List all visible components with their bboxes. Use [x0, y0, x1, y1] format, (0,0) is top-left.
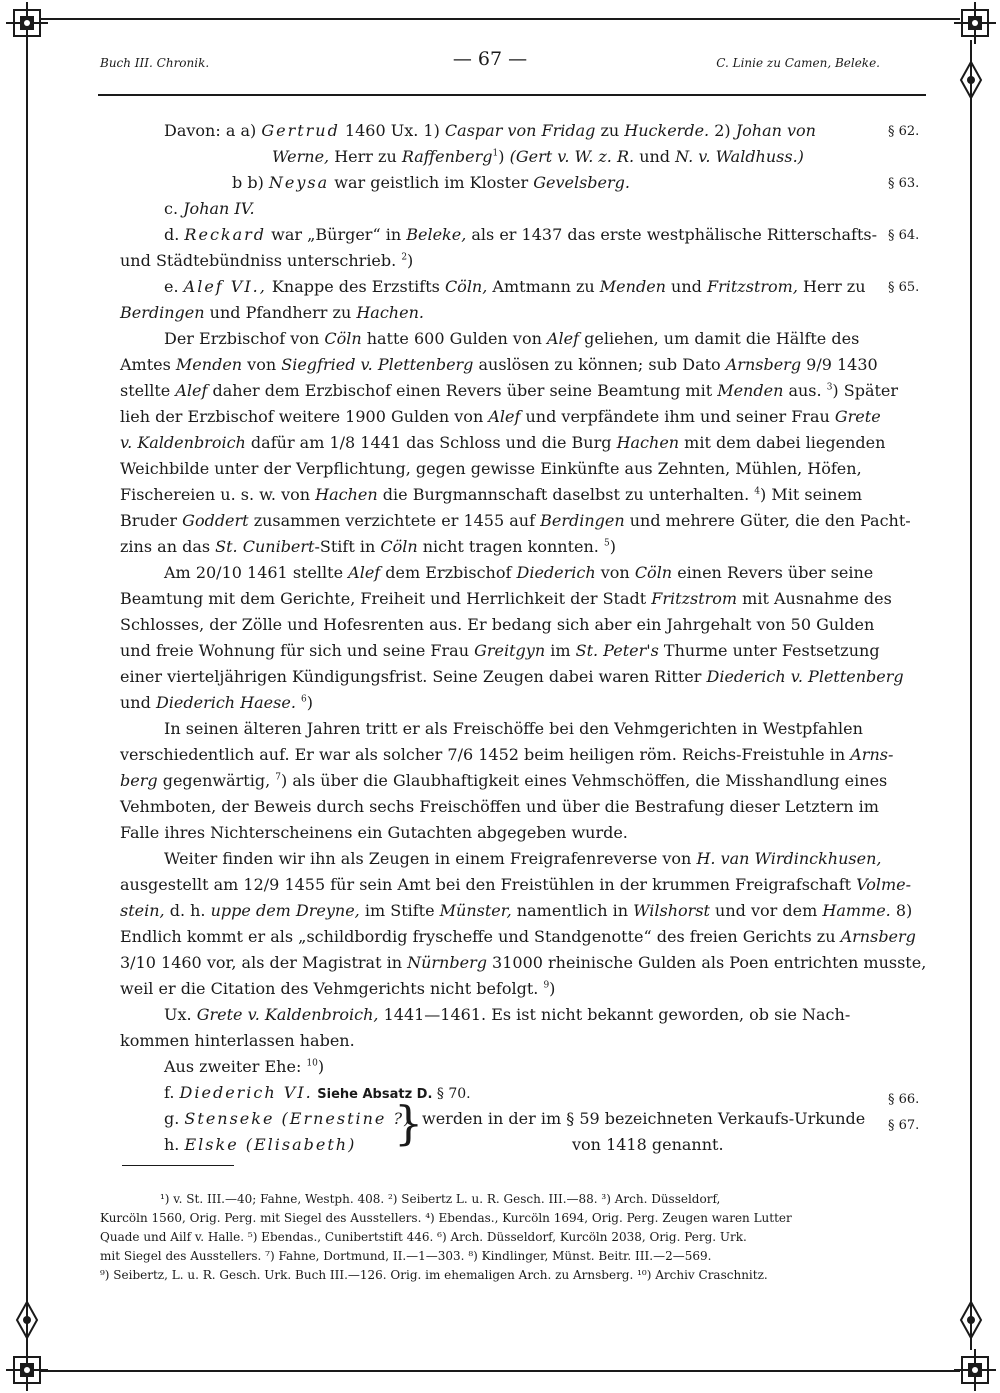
text-line: f. Diederich VI. Siehe Absatz D. § 70. [164, 1083, 471, 1102]
text-line: Davon: a a) Gertrud 1460 Ux. 1) Caspar von Fridag zu Huckerde. 2) Johan von [164, 121, 816, 140]
paragraph-mark: § 62. [888, 124, 920, 139]
text-line: Endlich kommt er als „schildbordig fryscheffe und Standgenotte“ des freien Gerichts zu Arnsberg [120, 927, 916, 946]
text-line: Der Erzbischof von Cöln hatte 600 Gulden von Alef geliehen, um damit die Hälfte des [164, 329, 860, 348]
page-header [100, 48, 880, 78]
text-line: v. Kaldenbroich dafür am 1/8 1441 das Schloss und die Burg Hachen mit dem dabei liegenden [120, 433, 886, 452]
side-ornament-left-lower [7, 1300, 47, 1340]
text-line: Ux. Grete v. Kaldenbroich, 1441—1461. Es ist nicht bekannt geworden, ob sie Nach- [164, 1005, 851, 1024]
text-line: Falle ihres Nichterscheinens ein Gutachten abgegeben wurde. [120, 823, 628, 842]
header-rule [98, 94, 926, 96]
text-line: und Diederich Haese. $^6$) [120, 693, 313, 712]
footnote-rule [122, 1165, 234, 1166]
text-line: berg gegenwärtig, $^7$) als über die Glaubhaftigkeit eines Vehmschöffen, die Misshandlung eines [120, 771, 888, 790]
paragraph-mark: § 63. [888, 176, 920, 191]
person-name: Alef VI., [183, 277, 267, 296]
footnote-line: Quade und Ailf v. Halle. ⁵) Ebendas., Cunibertstift 446. ⁶) Arch. Düsseldorf, Kurcöln 2038, Orig. Perg. Urk. [100, 1230, 747, 1244]
text-line: h. Elske (Elisabeth) [164, 1135, 357, 1154]
person-name: Elske (Elisabeth) [184, 1135, 357, 1154]
curly-brace: } [394, 1096, 424, 1150]
text-line: Amtes Menden von Siegfried v. Plettenberg auslösen zu können; sub Dato Arnsberg 9/9 1430 [120, 355, 878, 374]
footnote-line: Kurcöln 1560, Orig. Perg. mit Siegel des Ausstellers. ⁴) Ebendas., Kurcöln 1694, Orig. Perg. Zeugen waren Lutter [100, 1211, 792, 1225]
person-name: Diederich VI. [179, 1083, 313, 1102]
text-line: Werne, Herr zu Raffenberg$^1$) (Gert v. W. z. R. und N. v. Waldhuss.) [272, 147, 804, 166]
text-line: Weichbilde unter der Verpflichtung, gegen gewisse Einkünfte aus Zehnten, Mühlen, Höfen, [120, 459, 862, 478]
text-line: Fischereien u. s. w. von Hachen die Burgmannschaft daselbst zu unterhalten. $^4$) Mit seinem [120, 485, 863, 504]
text-line: verschiedentlich auf. Er war als solcher 7/6 1452 beim heiligen röm. Reichs-Freistuhle in Arns- [120, 745, 894, 764]
frame-right-line [970, 40, 972, 1350]
text-line: von 1418 genannt. [572, 1135, 724, 1154]
page-number: — 67 — [452, 48, 528, 70]
text-line: c. Johan IV. [164, 199, 255, 218]
text-line: e. Alef VI., Knappe des Erzstifts Cöln, Amtmann zu Menden und Fritzstrom, Herr zu [164, 277, 866, 296]
text-line: werden in der im § 59 bezeichneten Verkaufs-Urkunde [422, 1109, 866, 1128]
text-line: Berdingen und Pfandherr zu Hachen. [120, 303, 424, 322]
text-line: zins an das St. Cunibert-Stift in Cöln nicht tragen konnten. $^5$) [120, 537, 616, 556]
person-name: Neysa [268, 173, 330, 192]
text-line: 3/10 1460 vor, als der Magistrat in Nürnberg 31000 rheinische Gulden als Poen entrichten musste, [120, 953, 927, 972]
text-line: d. Reckard war „Bürger“ in Beleke, als er 1437 das erste westphälische Ritterschafts- [164, 225, 877, 244]
corner-ornament-bottom-left [2, 1333, 62, 1393]
text-line: stellte Alef daher dem Erzbischof einen Revers über seine Beamtung mit Menden aus. $^3$) Später [120, 381, 899, 400]
footnote-line: ⁹) Seibertz, L. u. R. Gesch. Urk. Buch III.—126. Orig. im ehemaligen Arch. zu Arnsberg. ¹⁰) Archiv Craschnitz. [100, 1268, 768, 1282]
text-line: b b) Neysa war geistlich im Kloster Gevelsberg. [232, 173, 630, 192]
footnote-line: ¹) v. St. III.—40; Fahne, Westph. 408. ²) Seibertz L. u. R. Gesch. III.—88. ³) Arch. Düsseldorf, [160, 1192, 721, 1206]
text-line: Vehmboten, der Beweis durch sechs Freischöffen und über die Bestrafung dieser Letztern im [120, 797, 879, 816]
text-line: kommen hinterlassen haben. [120, 1031, 355, 1050]
text-line: einer vierteljährigen Kündigungsfrist. Seine Zeugen dabei waren Ritter Diederich v. Plettenberg [120, 667, 904, 686]
text-line: Bruder Goddert zusammen verzichtete er 1455 auf Berdingen und mehrere Güter, die den Pacht- [120, 511, 911, 530]
text-line: Beamtung mit dem Gerichte, Freiheit und Herrlichkeit der Stadt Fritzstrom mit Ausnahme des [120, 589, 892, 608]
header-book-title: Buch III. Chronik. [100, 56, 210, 70]
side-ornament-right-lower [951, 1300, 991, 1340]
text-line: stein, d. h. uppe dem Dreyne, im Stifte Münster, namentlich in Wilshorst und vor dem Hamme. 8) [120, 901, 913, 920]
corner-ornament-bottom-right [940, 1333, 1000, 1393]
paragraph-mark: § 67. [888, 1118, 920, 1133]
person-name: Stenseke (Ernestine ?) [184, 1109, 413, 1128]
corner-ornament-top-left [2, 0, 62, 60]
frame-left-line [26, 40, 28, 1350]
person-name: Reckard [184, 225, 267, 244]
text-line: g. Stenseke (Ernestine ?) [164, 1109, 413, 1128]
text-line: und freie Wohnung für sich und seine Frau Greitgyn im St. Peter's Thurme unter Festsetzung [120, 641, 880, 660]
header-lineage-title: C. Linie zu Camen, Beleke. [716, 56, 880, 70]
frame-bottom-line [40, 1370, 960, 1372]
text-line: Weiter finden wir ihn als Zeugen in einem Freigrafenreverse von H. van Wirdinckhusen, [164, 849, 882, 868]
corner-ornament-top-right [940, 0, 1000, 60]
text-line: weil er die Citation des Vehmgerichts nicht befolgt. $^9$) [120, 979, 556, 998]
frame-top-line [40, 18, 960, 20]
text-line: Schlosses, der Zölle und Hofesrenten aus. Er bedang sich aber ein Jahrgehalt von 50 Gulden [120, 615, 875, 634]
paragraph-mark: § 65. [888, 280, 920, 295]
text-line: Aus zweiter Ehe: $^{10}$) [164, 1057, 325, 1076]
side-ornament-right-upper [951, 60, 991, 100]
person-name: Gertrud [261, 121, 340, 140]
footnote-line: mit Siegel des Ausstellers. ⁷) Fahne, Dortmund, II.—1—303. ⁸) Kindlinger, Münst. Beitr. III.—2—569. [100, 1249, 712, 1263]
paragraph-mark: § 66. [888, 1092, 920, 1107]
text-line: In seinen älteren Jahren tritt er als Freischöffe bei den Vehmgerichten in Westpfahlen [164, 719, 863, 738]
text-line: und Städtebündniss unterschrieb. $^2$) [120, 251, 414, 270]
text-line: ausgestellt am 12/9 1455 für sein Amt bei den Freistühlen in der krummen Freigrafschaft Volme- [120, 875, 912, 894]
paragraph-mark: § 64. [888, 228, 920, 243]
text-line: Am 20/10 1461 stellte Alef dem Erzbischof Diederich von Cöln einen Revers über seine [164, 563, 874, 582]
text-line: lieh der Erzbischof weitere 1900 Gulden von Alef und verpfändete ihm und seiner Frau Grete [120, 407, 881, 426]
